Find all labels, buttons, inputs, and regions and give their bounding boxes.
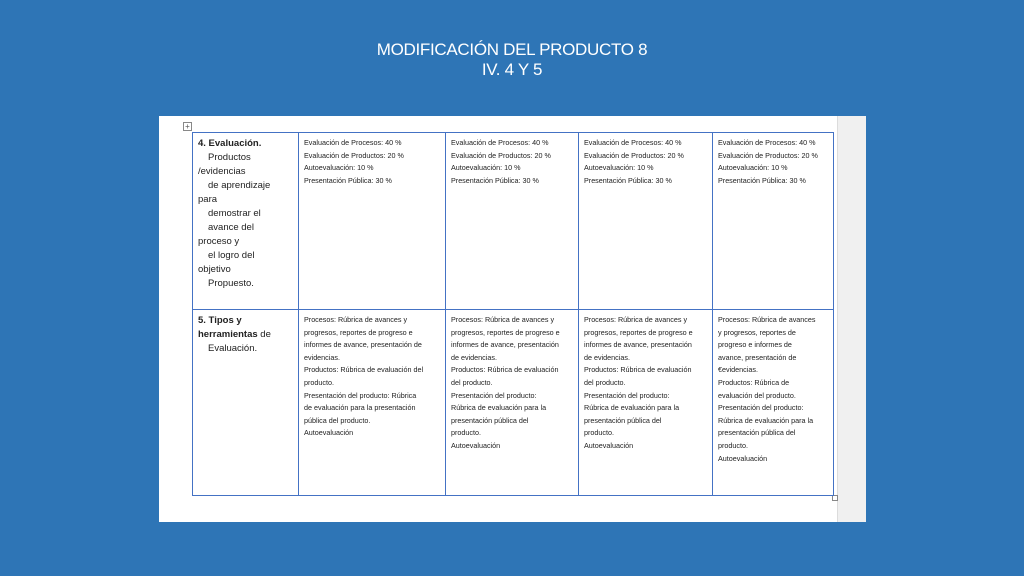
- cell-evaluacion-4: [713, 133, 834, 310]
- table-move-handle-icon[interactable]: +: [183, 122, 192, 131]
- cell-line: progresos, reportes de progreso e: [451, 327, 560, 337]
- cell-line: Presentación del producto:: [584, 390, 670, 400]
- cell-tipos-3: [579, 310, 713, 496]
- cell-line: Procesos: Rúbrica de avances: [718, 315, 816, 324]
- cell-line: Autoevaluación: 10 %: [451, 163, 521, 173]
- cell-line: Evaluación de Procesos: 40 %: [304, 138, 402, 147]
- document-scrollbar[interactable]: [837, 116, 866, 522]
- cell-line: producto.: [718, 440, 748, 450]
- cell-line: progresos, reportes de progreso e: [584, 327, 693, 337]
- cell-line: pública del producto.: [304, 415, 371, 425]
- cell-line: producto.: [451, 428, 481, 438]
- label-evaluacion-heading: 4. Evaluación.: [198, 138, 262, 149]
- cell-line: Autoevaluación: [584, 440, 634, 450]
- cell-line: Procesos: Rúbrica de avances y: [451, 315, 555, 324]
- cell-line: del producto.: [584, 377, 626, 387]
- cell-line: Autoevaluación: 10 %: [718, 163, 788, 173]
- cell-line: y progresos, reportes de: [718, 327, 796, 337]
- cell-line: progresos, reportes de progreso e: [304, 327, 413, 337]
- cell-line: informes de avance, presentación de: [304, 340, 422, 350]
- cell-evaluacion-2: [446, 133, 579, 310]
- cell-line: Autoevaluación: [304, 428, 354, 438]
- cell-tipos-2: [446, 310, 579, 496]
- cell-line: Rúbrica de evaluación para la: [584, 403, 680, 413]
- cell-line: Rúbrica de evaluación para la: [718, 415, 814, 425]
- cell-line: producto.: [584, 428, 614, 438]
- cell-tipos-4: [713, 310, 834, 496]
- cell-line: evaluación del producto.: [718, 390, 796, 400]
- cell-line: Productos: Rúbrica de evaluación: [584, 365, 692, 375]
- cell-line: Autoevaluación: 10 %: [584, 163, 654, 173]
- cell-line: Procesos: Rúbrica de avances y: [304, 315, 408, 324]
- cell-line: avance, presentación de: [718, 352, 797, 362]
- cell-line: Evaluación de Procesos: 40 %: [584, 138, 682, 147]
- cell-line: Productos: Rúbrica de evaluación: [451, 365, 559, 375]
- label-line: para: [198, 194, 218, 205]
- cell-line: Presentación del producto:: [718, 403, 804, 413]
- label-line: Productos: [208, 152, 251, 163]
- cell-line: Evaluación de Productos: 20 %: [584, 150, 684, 160]
- label-line: /evidencias: [198, 166, 246, 177]
- label-tipos-line-3: Evaluación.: [208, 343, 258, 354]
- cell-line: presentación pública del: [584, 415, 662, 425]
- label-tipos-line-2: herramientas de: [198, 329, 271, 340]
- evaluation-table: [192, 132, 834, 496]
- cell-line: Presentación del producto:: [451, 390, 537, 400]
- table-row-evaluacion: [193, 133, 834, 310]
- label-cell-tipos: [193, 310, 299, 496]
- cell-line: Evaluación de Procesos: 40 %: [718, 138, 816, 147]
- cell-line: de evidencias.: [451, 352, 497, 362]
- title-line-1: MODIFICACIÓN DEL PRODUCTO 8: [376, 40, 648, 59]
- cell-line: del producto.: [451, 377, 493, 387]
- cell-line: Autoevaluación: 10 %: [304, 163, 374, 173]
- cell-line: Presentación Pública: 30 %: [451, 175, 539, 185]
- label-line: objetivo: [198, 264, 231, 275]
- cell-evaluacion-3: [579, 133, 713, 310]
- cell-tipos-1: [299, 310, 446, 496]
- cell-line: informes de avance, presentación: [584, 340, 692, 350]
- cell-line: Rúbrica de evaluación para la: [451, 403, 547, 413]
- table-row-tipos: [193, 310, 834, 496]
- cell-line: Evaluación de Productos: 20 %: [718, 150, 818, 160]
- cell-line: Productos: Rúbrica de evaluación del: [304, 365, 424, 375]
- cell-line: Presentación Pública: 30 %: [304, 175, 392, 185]
- cell-line: €evidencias.: [718, 365, 758, 375]
- label-line: proceso y: [198, 236, 240, 247]
- label-line: avance del: [208, 222, 254, 233]
- label-line: el logro del: [208, 250, 255, 261]
- cell-line: progreso e informes de: [718, 340, 792, 350]
- cell-line: presentación pública del: [718, 428, 796, 438]
- cell-line: Presentación Pública: 30 %: [718, 175, 806, 185]
- cell-line: Evaluación de Procesos: 40 %: [451, 138, 549, 147]
- cell-line: informes de avance, presentación: [451, 340, 559, 350]
- cell-line: Presentación Pública: 30 %: [584, 175, 672, 185]
- cell-line: Productos: Rúbrica de: [718, 377, 790, 387]
- slide-title: [0, 40, 1024, 80]
- cell-line: producto.: [304, 377, 334, 387]
- label-cell-evaluacion: [193, 133, 299, 310]
- cell-line: Presentación del producto: Rúbrica: [304, 390, 417, 400]
- cell-evaluacion-1: [299, 133, 446, 310]
- title-line-2: IV. 4 Y 5: [481, 60, 543, 79]
- cell-line: evidencias.: [304, 352, 340, 362]
- label-line: demostrar el: [208, 208, 261, 219]
- cell-line: Autoevaluación: [451, 440, 501, 450]
- cell-line: Evaluación de Productos: 20 %: [304, 150, 404, 160]
- cell-line: de evidencias.: [584, 352, 630, 362]
- cell-line: Autoevaluación: [718, 453, 768, 463]
- cell-line: Evaluación de Productos: 20 %: [451, 150, 551, 160]
- embedded-document: [159, 116, 866, 522]
- label-tipos-line-1: 5. Tipos y: [198, 315, 242, 326]
- cell-line: Procesos: Rúbrica de avances y: [584, 315, 688, 324]
- label-line: de aprendizaje: [208, 180, 271, 191]
- label-line: Propuesto.: [208, 278, 254, 289]
- cell-line: de evaluación para la presentación: [304, 403, 416, 413]
- cell-line: presentación pública del: [451, 415, 529, 425]
